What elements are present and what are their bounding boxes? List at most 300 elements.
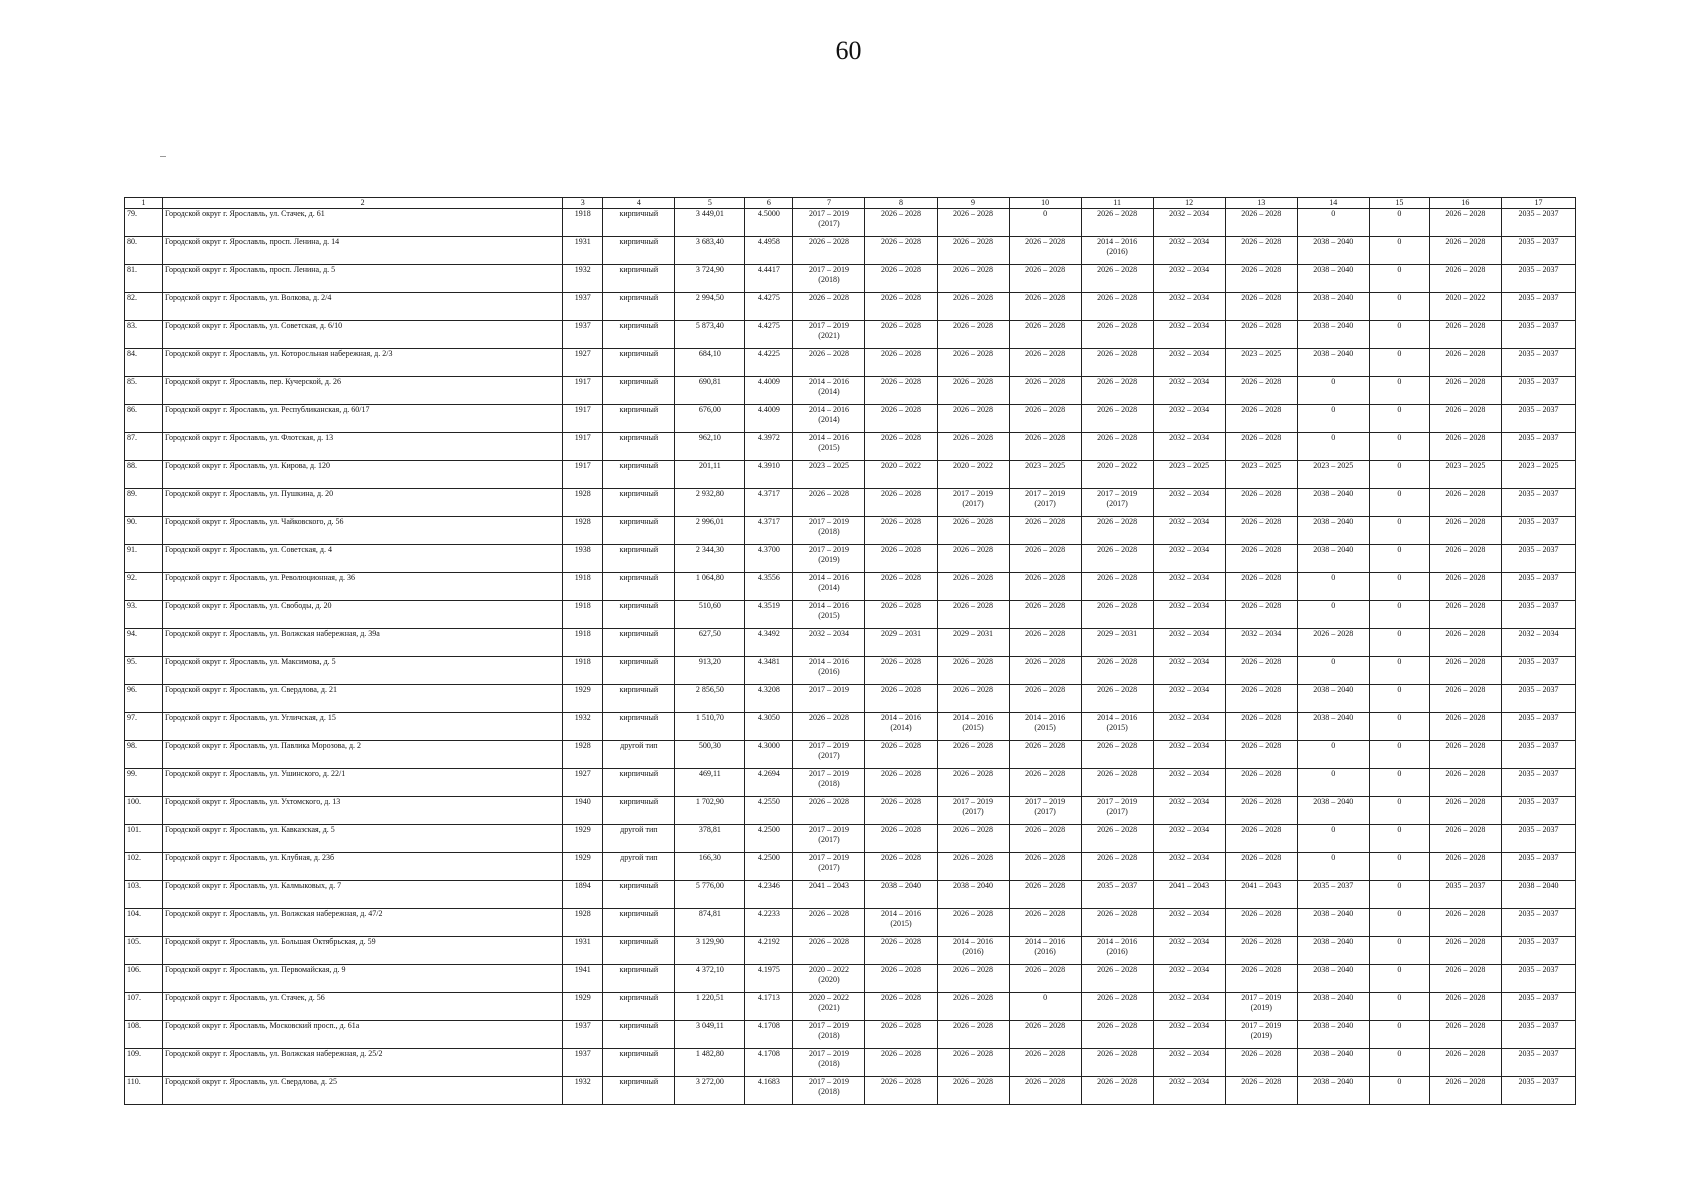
table-cell-col-13: 2026 – 2028 [1225, 657, 1297, 685]
table-cell-col-11: 2026 – 2028 [1081, 1077, 1153, 1105]
table-cell-col-4: кирпичный [603, 377, 675, 405]
table-cell-col-15: 0 [1369, 461, 1429, 489]
table-cell-col-12: 2032 – 2034 [1153, 685, 1225, 713]
table-cell-col-6: 4.1708 [745, 1021, 793, 1049]
table-cell-col-9: 2026 – 2028 [937, 1021, 1009, 1049]
table-cell-col-12: 2032 – 2034 [1153, 405, 1225, 433]
table-cell-col-4: кирпичный [603, 1021, 675, 1049]
column-number-5: 5 [675, 198, 745, 209]
column-number-row [125, 198, 1576, 209]
table-cell-col-1: 94. [125, 629, 163, 657]
table-cell-col-5: 676,00 [675, 405, 745, 433]
table-cell-col-17: 2035 – 2037 [1501, 657, 1575, 685]
table-cell-col-17: 2035 – 2037 [1501, 209, 1575, 237]
table-cell-col-12: 2032 – 2034 [1153, 433, 1225, 461]
table-cell-col-15: 0 [1369, 825, 1429, 853]
table-cell-col-11: 2026 – 2028 [1081, 433, 1153, 461]
table-cell-col-1: 107. [125, 993, 163, 1021]
table-cell-col-10: 2026 – 2028 [1009, 909, 1081, 937]
table-cell-col-8: 2026 – 2028 [865, 1049, 937, 1077]
table-row [125, 321, 1576, 349]
table-cell-col-8: 2026 – 2028 [865, 489, 937, 517]
table-row [125, 881, 1576, 909]
table-cell-col-14: 0 [1297, 377, 1369, 405]
column-number-3: 3 [563, 198, 603, 209]
table-cell-col-16: 2026 – 2028 [1429, 825, 1501, 853]
table-cell-col-1: 96. [125, 685, 163, 713]
table-cell-col-4: кирпичный [603, 433, 675, 461]
table-cell-col-2: Городской округ г. Ярославль, Московский просп., д. 61а [163, 1021, 563, 1049]
table-cell-col-7: 2014 – 2016 (2014) [793, 573, 865, 601]
column-number-9: 9 [937, 198, 1009, 209]
table-cell-col-7: 2014 – 2016 (2015) [793, 601, 865, 629]
column-number-7: 7 [793, 198, 865, 209]
table-cell-col-8: 2026 – 2028 [865, 993, 937, 1021]
table-cell-col-15: 0 [1369, 769, 1429, 797]
table-cell-col-2: Городской округ г. Ярославль, ул. Стачек, д. 56 [163, 993, 563, 1021]
table-cell-col-17: 2035 – 2037 [1501, 797, 1575, 825]
table-cell-col-17: 2035 – 2037 [1501, 1049, 1575, 1077]
table-cell-col-4: другой тип [603, 825, 675, 853]
table-cell-col-9: 2026 – 2028 [937, 517, 1009, 545]
table-cell-col-13: 2026 – 2028 [1225, 965, 1297, 993]
table-cell-col-11: 2026 – 2028 [1081, 769, 1153, 797]
table-cell-col-5: 510,60 [675, 601, 745, 629]
table-cell-col-7: 2017 – 2019 (2017) [793, 825, 865, 853]
table-cell-col-12: 2032 – 2034 [1153, 1021, 1225, 1049]
table-cell-col-6: 4.1713 [745, 993, 793, 1021]
table-cell-col-1: 88. [125, 461, 163, 489]
table-cell-col-1: 92. [125, 573, 163, 601]
table-cell-col-6: 4.5000 [745, 209, 793, 237]
table-cell-col-10: 0 [1009, 209, 1081, 237]
table-cell-col-6: 4.2192 [745, 937, 793, 965]
table-cell-col-4: кирпичный [603, 685, 675, 713]
table-cell-col-17: 2035 – 2037 [1501, 489, 1575, 517]
table-cell-col-2: Городской округ г. Ярославль, просп. Ленина, д. 5 [163, 265, 563, 293]
table-cell-col-16: 2026 – 2028 [1429, 237, 1501, 265]
table-cell-col-12: 2023 – 2025 [1153, 461, 1225, 489]
table-row [125, 993, 1576, 1021]
table-cell-col-16: 2020 – 2022 [1429, 293, 1501, 321]
table-cell-col-9: 2026 – 2028 [937, 321, 1009, 349]
table-cell-col-4: кирпичный [603, 545, 675, 573]
table-cell-col-16: 2026 – 2028 [1429, 797, 1501, 825]
table-cell-col-4: кирпичный [603, 937, 675, 965]
table-cell-col-13: 2026 – 2028 [1225, 937, 1297, 965]
table-cell-col-8: 2026 – 2028 [865, 601, 937, 629]
table-cell-col-3: 1928 [563, 741, 603, 769]
table-cell-col-15: 0 [1369, 209, 1429, 237]
table-cell-col-2: Городской округ г. Ярославль, ул. Клубная, д. 23б [163, 853, 563, 881]
table-cell-col-12: 2032 – 2034 [1153, 741, 1225, 769]
table-cell-col-4: кирпичный [603, 349, 675, 377]
table-cell-col-6: 4.3208 [745, 685, 793, 713]
table-cell-col-16: 2026 – 2028 [1429, 1049, 1501, 1077]
table-cell-col-17: 2035 – 2037 [1501, 517, 1575, 545]
table-cell-col-17: 2035 – 2037 [1501, 1021, 1575, 1049]
column-number-8: 8 [865, 198, 937, 209]
table-cell-col-4: кирпичный [603, 1077, 675, 1105]
table-cell-col-6: 4.4958 [745, 237, 793, 265]
table-cell-col-7: 2017 – 2019 [793, 685, 865, 713]
table-cell-col-14: 0 [1297, 601, 1369, 629]
table-cell-col-16: 2026 – 2028 [1429, 517, 1501, 545]
table-cell-col-13: 2032 – 2034 [1225, 629, 1297, 657]
table-cell-col-6: 4.2694 [745, 769, 793, 797]
table-cell-col-11: 2026 – 2028 [1081, 1021, 1153, 1049]
table-cell-col-3: 1929 [563, 825, 603, 853]
table-cell-col-6: 4.3717 [745, 517, 793, 545]
table-cell-col-10: 2026 – 2028 [1009, 769, 1081, 797]
table-cell-col-11: 2026 – 2028 [1081, 545, 1153, 573]
table-cell-col-13: 2023 – 2025 [1225, 349, 1297, 377]
table-cell-col-13: 2026 – 2028 [1225, 685, 1297, 713]
table-cell-col-7: 2017 – 2019 (2021) [793, 321, 865, 349]
table-cell-col-13: 2026 – 2028 [1225, 405, 1297, 433]
table-cell-col-9: 2026 – 2028 [937, 853, 1009, 881]
table-cell-col-3: 1917 [563, 405, 603, 433]
table-cell-col-1: 99. [125, 769, 163, 797]
table-row [125, 685, 1576, 713]
table-cell-col-3: 1932 [563, 265, 603, 293]
table-cell-col-12: 2032 – 2034 [1153, 825, 1225, 853]
table-cell-col-14: 2038 – 2040 [1297, 937, 1369, 965]
table-cell-col-5: 3 683,40 [675, 237, 745, 265]
table-cell-col-6: 4.1975 [745, 965, 793, 993]
table-cell-col-15: 0 [1369, 881, 1429, 909]
table-cell-col-8: 2026 – 2028 [865, 937, 937, 965]
table-cell-col-2: Городской округ г. Ярославль, ул. Ухтомского, д. 13 [163, 797, 563, 825]
table-cell-col-14: 0 [1297, 433, 1369, 461]
table-cell-col-16: 2026 – 2028 [1429, 629, 1501, 657]
table-cell-col-6: 4.3050 [745, 713, 793, 741]
table-cell-col-8: 2026 – 2028 [865, 825, 937, 853]
table-cell-col-1: 109. [125, 1049, 163, 1077]
table-cell-col-7: 2014 – 2016 (2014) [793, 405, 865, 433]
table-cell-col-15: 0 [1369, 237, 1429, 265]
table-cell-col-15: 0 [1369, 741, 1429, 769]
table-cell-col-10: 2026 – 2028 [1009, 881, 1081, 909]
table-cell-col-5: 2 932,80 [675, 489, 745, 517]
table-cell-col-6: 4.3492 [745, 629, 793, 657]
column-number-12: 12 [1153, 198, 1225, 209]
table-row [125, 601, 1576, 629]
page-number: 60 [835, 36, 862, 65]
table-cell-col-17: 2035 – 2037 [1501, 937, 1575, 965]
table-cell-col-6: 4.1708 [745, 1049, 793, 1077]
table-cell-col-9: 2026 – 2028 [937, 909, 1009, 937]
table-cell-col-4: кирпичный [603, 1049, 675, 1077]
table-row [125, 265, 1576, 293]
table-cell-col-13: 2026 – 2028 [1225, 853, 1297, 881]
table-cell-col-8: 2026 – 2028 [865, 349, 937, 377]
table-cell-col-4: кирпичный [603, 573, 675, 601]
table-cell-col-15: 0 [1369, 1077, 1429, 1105]
table-cell-col-2: Городской округ г. Ярославль, ул. Кавказская, д. 5 [163, 825, 563, 853]
table-cell-col-3: 1927 [563, 349, 603, 377]
table-cell-col-1: 103. [125, 881, 163, 909]
table-cell-col-12: 2032 – 2034 [1153, 545, 1225, 573]
table-cell-col-5: 1 220,51 [675, 993, 745, 1021]
table-row [125, 1077, 1576, 1105]
table-cell-col-11: 2026 – 2028 [1081, 377, 1153, 405]
table-cell-col-4: кирпичный [603, 965, 675, 993]
table-cell-col-5: 5 776,00 [675, 881, 745, 909]
column-number-13: 13 [1225, 198, 1297, 209]
table-cell-col-2: Городской округ г. Ярославль, ул. Большая Октябрьская, д. 59 [163, 937, 563, 965]
table-cell-col-14: 2038 – 2040 [1297, 517, 1369, 545]
table-cell-col-1: 110. [125, 1077, 163, 1105]
table-cell-col-8: 2026 – 2028 [865, 741, 937, 769]
table-cell-col-12: 2032 – 2034 [1153, 349, 1225, 377]
table-cell-col-4: другой тип [603, 741, 675, 769]
table-cell-col-13: 2026 – 2028 [1225, 1049, 1297, 1077]
table-cell-col-14: 2038 – 2040 [1297, 265, 1369, 293]
table-cell-col-6: 4.2233 [745, 909, 793, 937]
table-cell-col-3: 1917 [563, 433, 603, 461]
table-cell-col-10: 2026 – 2028 [1009, 629, 1081, 657]
table-cell-col-12: 2032 – 2034 [1153, 601, 1225, 629]
table-cell-col-17: 2035 – 2037 [1501, 433, 1575, 461]
column-number-10: 10 [1009, 198, 1081, 209]
table-cell-col-1: 90. [125, 517, 163, 545]
table-cell-col-3: 1941 [563, 965, 603, 993]
table-cell-col-12: 2032 – 2034 [1153, 321, 1225, 349]
table-cell-col-15: 0 [1369, 853, 1429, 881]
table-cell-col-5: 1 482,80 [675, 1049, 745, 1077]
table-cell-col-11: 2029 – 2031 [1081, 629, 1153, 657]
table-cell-col-11: 2026 – 2028 [1081, 993, 1153, 1021]
table-cell-col-1: 97. [125, 713, 163, 741]
table-cell-col-14: 2023 – 2025 [1297, 461, 1369, 489]
table-row [125, 293, 1576, 321]
table-cell-col-2: Городской округ г. Ярославль, ул. Калмыковых, д. 7 [163, 881, 563, 909]
table-cell-col-3: 1932 [563, 713, 603, 741]
column-number-16: 16 [1429, 198, 1501, 209]
table-cell-col-2: Городской округ г. Ярославль, ул. Кирова, д. 120 [163, 461, 563, 489]
table-cell-col-17: 2035 – 2037 [1501, 293, 1575, 321]
table-cell-col-3: 1929 [563, 993, 603, 1021]
table-row [125, 573, 1576, 601]
table-cell-col-12: 2032 – 2034 [1153, 993, 1225, 1021]
table-cell-col-4: кирпичный [603, 517, 675, 545]
table-cell-col-7: 2023 – 2025 [793, 461, 865, 489]
table-cell-col-16: 2026 – 2028 [1429, 489, 1501, 517]
table-cell-col-1: 79. [125, 209, 163, 237]
table-cell-col-9: 2026 – 2028 [937, 349, 1009, 377]
table-cell-col-10: 2026 – 2028 [1009, 573, 1081, 601]
table-cell-col-9: 2026 – 2028 [937, 433, 1009, 461]
table-cell-col-3: 1932 [563, 1077, 603, 1105]
table-cell-col-15: 0 [1369, 685, 1429, 713]
table-cell-col-14: 0 [1297, 769, 1369, 797]
table-cell-col-10: 2014 – 2016 (2015) [1009, 713, 1081, 741]
table-cell-col-10: 2026 – 2028 [1009, 237, 1081, 265]
table-cell-col-3: 1918 [563, 573, 603, 601]
table-cell-col-4: кирпичный [603, 909, 675, 937]
table-cell-col-16: 2023 – 2025 [1429, 461, 1501, 489]
table-cell-col-15: 0 [1369, 993, 1429, 1021]
table-cell-col-13: 2026 – 2028 [1225, 713, 1297, 741]
table-cell-col-5: 1 702,90 [675, 797, 745, 825]
table-cell-col-1: 84. [125, 349, 163, 377]
table-row [125, 853, 1576, 881]
table-row [125, 909, 1576, 937]
table-cell-col-9: 2026 – 2028 [937, 769, 1009, 797]
table-cell-col-9: 2029 – 2031 [937, 629, 1009, 657]
table-cell-col-2: Городской округ г. Ярославль, ул. Свердлова, д. 25 [163, 1077, 563, 1105]
table-cell-col-15: 0 [1369, 1049, 1429, 1077]
table-cell-col-5: 3 272,00 [675, 1077, 745, 1105]
table-cell-col-15: 0 [1369, 433, 1429, 461]
table-cell-col-16: 2026 – 2028 [1429, 685, 1501, 713]
table-cell-col-8: 2026 – 2028 [865, 1077, 937, 1105]
table-cell-col-13: 2026 – 2028 [1225, 293, 1297, 321]
table-cell-col-7: 2014 – 2016 (2015) [793, 433, 865, 461]
table-cell-col-11: 2026 – 2028 [1081, 517, 1153, 545]
table-cell-col-7: 2017 – 2019 (2018) [793, 1049, 865, 1077]
table-cell-col-15: 0 [1369, 965, 1429, 993]
table-cell-col-6: 4.2500 [745, 825, 793, 853]
table-cell-col-2: Городской округ г. Ярославль, ул. Советская, д. 6/10 [163, 321, 563, 349]
table-cell-col-16: 2026 – 2028 [1429, 321, 1501, 349]
table-cell-col-6: 4.4275 [745, 321, 793, 349]
table-cell-col-11: 2035 – 2037 [1081, 881, 1153, 909]
table-cell-col-2: Городской округ г. Ярославль, ул. Флотская, д. 13 [163, 433, 563, 461]
table-cell-col-8: 2026 – 2028 [865, 545, 937, 573]
table-cell-col-16: 2026 – 2028 [1429, 601, 1501, 629]
table-cell-col-1: 87. [125, 433, 163, 461]
table-cell-col-15: 0 [1369, 405, 1429, 433]
column-number-4: 4 [603, 198, 675, 209]
table-cell-col-11: 2026 – 2028 [1081, 1049, 1153, 1077]
table-row [125, 1021, 1576, 1049]
table-cell-col-10: 2026 – 2028 [1009, 377, 1081, 405]
table-cell-col-14: 2035 – 2037 [1297, 881, 1369, 909]
table-cell-col-8: 2026 – 2028 [865, 657, 937, 685]
table-cell-col-5: 627,50 [675, 629, 745, 657]
table-cell-col-10: 2026 – 2028 [1009, 601, 1081, 629]
table-cell-col-3: 1937 [563, 293, 603, 321]
table-cell-col-4: кирпичный [603, 797, 675, 825]
table-cell-col-6: 4.4009 [745, 377, 793, 405]
table-cell-col-1: 85. [125, 377, 163, 405]
table-cell-col-11: 2026 – 2028 [1081, 265, 1153, 293]
table-cell-col-6: 4.2550 [745, 797, 793, 825]
table-cell-col-12: 2032 – 2034 [1153, 1077, 1225, 1105]
table-cell-col-14: 2038 – 2040 [1297, 1077, 1369, 1105]
table-cell-col-3: 1938 [563, 545, 603, 573]
table-cell-col-4: кирпичный [603, 461, 675, 489]
table-cell-col-8: 2014 – 2016 (2015) [865, 909, 937, 937]
table-cell-col-13: 2026 – 2028 [1225, 265, 1297, 293]
table-cell-col-16: 2026 – 2028 [1429, 433, 1501, 461]
table-cell-col-2: Городской округ г. Ярославль, ул. Свободы, д. 20 [163, 601, 563, 629]
table-cell-col-5: 3 724,90 [675, 265, 745, 293]
table-cell-col-14: 2038 – 2040 [1297, 965, 1369, 993]
table-cell-col-7: 2026 – 2028 [793, 489, 865, 517]
table-cell-col-4: другой тип [603, 853, 675, 881]
housing-registry-table [124, 197, 1576, 1105]
table-cell-col-17: 2023 – 2025 [1501, 461, 1575, 489]
table-row [125, 629, 1576, 657]
table-cell-col-1: 82. [125, 293, 163, 321]
table-cell-col-16: 2026 – 2028 [1429, 657, 1501, 685]
table-cell-col-12: 2032 – 2034 [1153, 713, 1225, 741]
table-cell-col-14: 2038 – 2040 [1297, 237, 1369, 265]
table-cell-col-5: 3 049,11 [675, 1021, 745, 1049]
table-cell-col-2: Городской округ г. Ярославль, ул. Стачек, д. 61 [163, 209, 563, 237]
table-cell-col-16: 2026 – 2028 [1429, 209, 1501, 237]
table-cell-col-16: 2026 – 2028 [1429, 965, 1501, 993]
table-cell-col-3: 1917 [563, 461, 603, 489]
table-cell-col-9: 2026 – 2028 [937, 965, 1009, 993]
table-cell-col-10: 2026 – 2028 [1009, 965, 1081, 993]
table-cell-col-6: 4.4225 [745, 349, 793, 377]
table-cell-col-6: 4.3556 [745, 573, 793, 601]
scan-mark [160, 156, 166, 157]
table-cell-col-9: 2020 – 2022 [937, 461, 1009, 489]
table-cell-col-15: 0 [1369, 517, 1429, 545]
column-number-11: 11 [1081, 198, 1153, 209]
table-cell-col-11: 2026 – 2028 [1081, 601, 1153, 629]
table-cell-col-7: 2017 – 2019 (2018) [793, 517, 865, 545]
table-cell-col-17: 2035 – 2037 [1501, 321, 1575, 349]
table-cell-col-8: 2026 – 2028 [865, 965, 937, 993]
table-row [125, 713, 1576, 741]
table-cell-col-17: 2035 – 2037 [1501, 237, 1575, 265]
table-cell-col-12: 2032 – 2034 [1153, 1049, 1225, 1077]
table-cell-col-5: 1 064,80 [675, 573, 745, 601]
table-cell-col-3: 1928 [563, 517, 603, 545]
table-cell-col-1: 98. [125, 741, 163, 769]
table-cell-col-3: 1937 [563, 1021, 603, 1049]
table-cell-col-7: 2026 – 2028 [793, 293, 865, 321]
table-cell-col-5: 2 856,50 [675, 685, 745, 713]
table-cell-col-12: 2032 – 2034 [1153, 293, 1225, 321]
table-cell-col-9: 2026 – 2028 [937, 685, 1009, 713]
table-cell-col-7: 2026 – 2028 [793, 909, 865, 937]
table-cell-col-4: кирпичный [603, 629, 675, 657]
table-cell-col-14: 2038 – 2040 [1297, 489, 1369, 517]
table-cell-col-10: 2014 – 2016 (2016) [1009, 937, 1081, 965]
table-cell-col-5: 3 129,90 [675, 937, 745, 965]
table-cell-col-14: 2038 – 2040 [1297, 321, 1369, 349]
table-cell-col-14: 2038 – 2040 [1297, 349, 1369, 377]
table-cell-col-2: Городской округ г. Ярославль, ул. Павлика Морозова, д. 2 [163, 741, 563, 769]
table-row [125, 797, 1576, 825]
table-cell-col-2: Городской округ г. Ярославль, ул. Максимова, д. 5 [163, 657, 563, 685]
table-cell-col-10: 2026 – 2028 [1009, 657, 1081, 685]
table-cell-col-16: 2026 – 2028 [1429, 769, 1501, 797]
table-cell-col-11: 2014 – 2016 (2016) [1081, 937, 1153, 965]
table-row [125, 517, 1576, 545]
table-row [125, 489, 1576, 517]
table-cell-col-1: 81. [125, 265, 163, 293]
table-cell-col-7: 2026 – 2028 [793, 713, 865, 741]
table-cell-col-3: 1928 [563, 489, 603, 517]
table-cell-col-16: 2026 – 2028 [1429, 545, 1501, 573]
table-cell-col-14: 2038 – 2040 [1297, 909, 1369, 937]
table-cell-col-13: 2026 – 2028 [1225, 769, 1297, 797]
table-cell-col-17: 2035 – 2037 [1501, 713, 1575, 741]
table-cell-col-17: 2035 – 2037 [1501, 349, 1575, 377]
table-cell-col-9: 2017 – 2019 (2017) [937, 797, 1009, 825]
table-row [125, 1049, 1576, 1077]
table-cell-col-13: 2026 – 2028 [1225, 237, 1297, 265]
table-cell-col-1: 105. [125, 937, 163, 965]
